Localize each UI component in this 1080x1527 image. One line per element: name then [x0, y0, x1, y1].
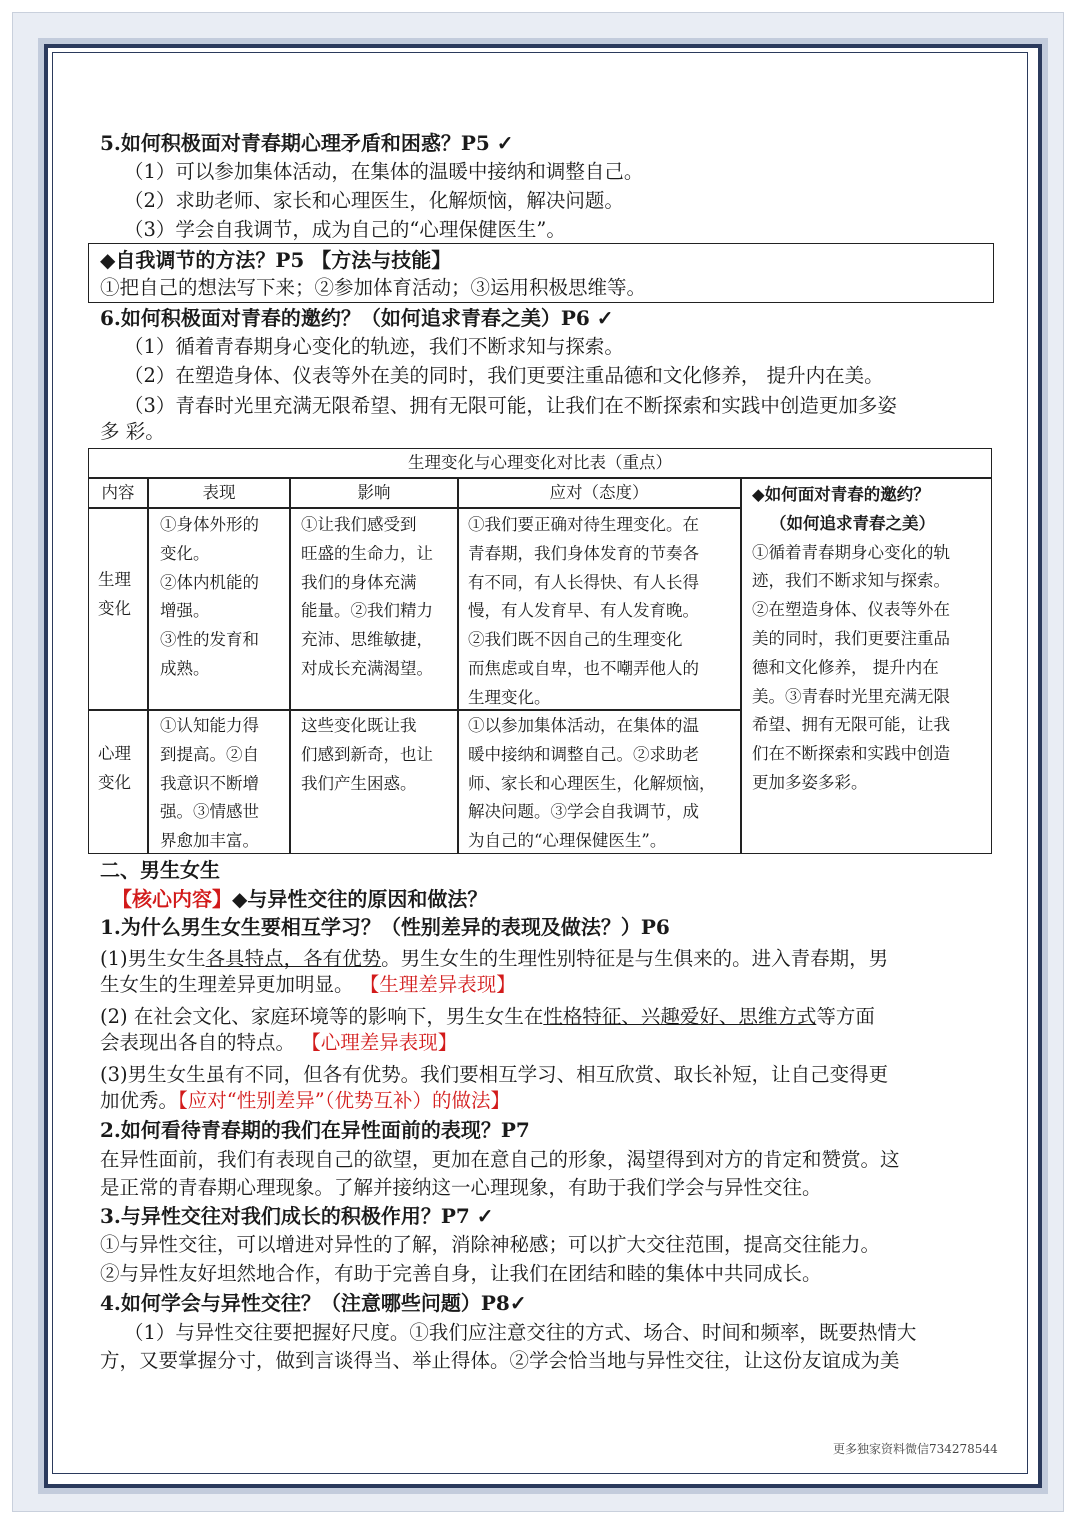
- q2-line1: 在异性面前，我们有表现自己的欲望，更加在意自己的形象，渴望得到对方的肯定和赞赏。这: [100, 1148, 900, 1171]
- q2-line2: 是正常的青春期心理现象。了解并接纳这一心理现象，有助于我们学会与异性交往。: [100, 1176, 822, 1199]
- table-header-impact: 影响: [357, 483, 391, 502]
- table-rule: [289, 477, 291, 854]
- method-box-text: ①把自己的想法写下来；②参加体育活动；③运用积极思维等。: [100, 276, 647, 299]
- side-note-line: 迹，我们不断求知与探索。: [752, 571, 950, 591]
- q1-p3b-text: 加优秀。: [100, 1089, 179, 1112]
- cell-line: ①认知能力得: [160, 716, 259, 735]
- section6-item-3: （3）青春时光里充满无限希望、拥有无限可能，让我们在不断探索和实践中创造更加多姿: [124, 394, 897, 417]
- table-header-performance: 表现: [202, 483, 236, 502]
- core-content-line: [112, 886, 487, 913]
- side-note-line: ①循着青春期身心变化的轨: [752, 542, 950, 562]
- cell-line: 旺盛的生命力，让: [301, 543, 433, 563]
- q1-title: 1.为什么男生女生要相互学习？（性别差异的表现及做法？）P6: [100, 915, 670, 939]
- q1-p2-line2: [100, 1030, 457, 1056]
- q1-p2-underline: 性格特征、兴趣爱好、思维方式: [543, 1005, 817, 1028]
- cell-line: ①让我们感受到: [301, 515, 417, 534]
- footer-note: 更多独家资料微信734278544: [833, 1442, 998, 1456]
- cell-line: 有不同，有人长得快、有人长得: [468, 572, 699, 592]
- side-note-line: ②在塑造身体、仪表等外在: [752, 600, 950, 620]
- q1-p1-underline: 各具特点，各有优势: [205, 947, 382, 970]
- table-title: 生理变化与心理变化对比表（重点）: [408, 453, 672, 472]
- row-label-psychological: [98, 740, 146, 798]
- row-label-line: 变化: [98, 772, 131, 792]
- table-rule: [740, 477, 742, 854]
- row-label-physical: [98, 566, 146, 624]
- side-note-line: 们在不断探索和实践中创造: [752, 744, 950, 764]
- side-note-line: 更加多姿多彩。: [752, 772, 868, 792]
- section5-item-1: （1）可以参加集体活动，在集体的温暖中接纳和调整自己。: [124, 160, 644, 183]
- row1-performance: [160, 511, 288, 684]
- q1-p2-text: (2) 在社会文化、家庭环境等的影响下，男生女生在: [100, 1005, 544, 1028]
- cell-line: ③性的发育和: [160, 630, 259, 650]
- section6-item-2: （2）在塑造身体、仪表等外在美的同时，我们更要注重品德和文化修养， 提升内在美。: [124, 364, 884, 387]
- cell-line: ①我们要正确对待生理变化。在: [468, 515, 699, 534]
- table-header-response: 应对（态度）: [549, 483, 649, 502]
- cell-line: 强。③情感世: [160, 802, 259, 822]
- table-rule: [457, 477, 459, 854]
- q4-title: 4.如何学会与异性交往？（注意哪些问题）P8✓: [100, 1291, 527, 1315]
- cell-line: 成熟。: [160, 658, 210, 678]
- section6-item-1: （1）循着青春期身心变化的轨迹，我们不断求知与探索。: [124, 335, 624, 358]
- cell-line: 们感到新奇，也让: [301, 744, 433, 764]
- side-note-line: 美。③青春时光里充满无限: [752, 686, 950, 706]
- cell-line: ②我们既不因自己的生理变化: [468, 630, 683, 650]
- row2-impact: [301, 712, 455, 798]
- core-content-tag: 【核心内容】: [112, 887, 232, 911]
- q3-line1: ①与异性交往，可以增进对异性的了解，消除神秘感；可以扩大交往范围，提高交往能力。: [100, 1233, 881, 1256]
- q1-p3-line1: (3)男生女生虽有不同，但各有优势。我们要相互学习、相互欣赏、取长补短，让自己变得更: [100, 1063, 889, 1086]
- q1-p3-line2: [100, 1088, 510, 1114]
- table-rule: [88, 507, 740, 509]
- cell-line: 生理变化。: [468, 687, 551, 707]
- cell-line: 师、家长和心理医生，化解烦恼，: [468, 773, 716, 793]
- cell-line: 我们的身体充满: [301, 572, 417, 592]
- row1-response: [468, 511, 738, 713]
- table-header-content: 内容: [101, 483, 135, 502]
- cell-line: 青春期，我们身体发育的节奏各: [468, 543, 699, 563]
- q1-p2-line1: [100, 1004, 875, 1030]
- cell-line: 我意识不断增: [160, 773, 259, 793]
- q1-p1-text-cont: 。男生女生的生理性别特征是与生俱来的。进入青春期，男: [381, 947, 889, 970]
- cell-line: 慢，有人发育早、有人发育晚。: [468, 601, 699, 621]
- table-side-note: [752, 481, 990, 798]
- cell-line: ②体内机能的: [160, 572, 259, 592]
- q3-title: 3.与异性交往对我们成长的积极作用？P7 ✓: [100, 1204, 494, 1228]
- q4-line2: 方，又要掌握分寸，做到言谈得当、举止得体。②学会恰当地与异性交往，让这份友谊成为美: [100, 1349, 900, 1372]
- q1-p3b-tag: 【应对“性别差异”（优势互补）的做法】: [178, 1089, 510, 1112]
- part2-title: 二、男生女生: [100, 858, 220, 882]
- cell-line: 能量。②我们精力: [301, 601, 433, 621]
- q1-p2b-text: 会表现出各自的特点。: [100, 1031, 296, 1054]
- q1-p1b-text: 生女生的生理差异更加明显。: [100, 973, 354, 996]
- cell-line: 解决问题。③学会自我调节，成: [468, 802, 699, 822]
- side-note-line: （如何追求青春之美）: [770, 513, 935, 533]
- section5-item-2: （2）求助老师、家长和心理医生，化解烦恼，解决问题。: [124, 189, 624, 212]
- section5-item-3: （3）学会自我调节，成为自己的“心理保健医生”。: [124, 218, 566, 241]
- core-content-text: ◆与异性交往的原因和做法？: [232, 887, 488, 911]
- q1-p2-text-cont: 等方面: [816, 1005, 875, 1028]
- cell-line: 我们产生困惑。: [301, 773, 417, 793]
- cell-line: 这些变化既让我: [301, 716, 417, 735]
- cell-line: 变化。: [160, 543, 210, 563]
- side-note-line: 美的同时，我们更要注重品: [752, 628, 950, 648]
- cell-line: 到提高。②自: [160, 744, 259, 764]
- row1-impact: [301, 511, 455, 684]
- row2-performance: [160, 712, 288, 856]
- side-note-line: 德和文化修养， 提升内在: [752, 657, 939, 677]
- row-label-line: 生理: [98, 570, 131, 589]
- cell-line: 暖中接纳和调整自己。②求助老: [468, 744, 699, 764]
- q1-p1b-tag: 【生理差异表现】: [359, 973, 516, 996]
- q3-line2: ②与异性友好坦然地合作，有助于完善自身，让我们在团结和睦的集体中共同成长。: [100, 1262, 822, 1285]
- q1-p1-text: (1)男生女生: [100, 947, 206, 970]
- row2-response: [468, 712, 738, 856]
- row-label-line: 变化: [98, 598, 131, 618]
- cell-line: 而焦虑或自卑，也不嘲弄他人的: [468, 658, 699, 678]
- cell-line: 对成长充满渴望。: [301, 658, 433, 678]
- q2-title: 2.如何看待青春期的我们在异性面前的表现？P7: [100, 1118, 530, 1142]
- side-note-line: ◆如何面对青春的邀约？: [752, 485, 930, 504]
- section6-item-3-cont: 多 彩。: [100, 420, 165, 443]
- q1-p2b-tag: 【心理差异表现】: [301, 1031, 458, 1054]
- section6-title: 6.如何积极面对青春的邀约？（如何追求青春之美）P6 ✓: [100, 306, 614, 330]
- table-rule: [147, 477, 149, 854]
- q4-line1: （1）与异性交往要把握好尺度。①我们应注意交往的方式、场合、时间和频率，既要热情大: [124, 1321, 917, 1344]
- side-note-line: 希望、拥有无限可能，让我: [752, 715, 950, 735]
- q1-p1-line1: [100, 946, 888, 972]
- cell-line: ①以参加集体活动，在集体的温: [468, 716, 699, 735]
- method-box-title: ◆自我调节的方法？P5 【方法与技能】: [100, 248, 452, 272]
- cell-line: 为自己的“心理保健医生”。: [468, 831, 667, 851]
- cell-line: 充沛、思维敏捷，: [301, 630, 433, 650]
- section5-title: 5.如何积极面对青春期心理矛盾和困惑？P5 ✓: [100, 131, 514, 155]
- q1-p1-line2: [100, 972, 516, 998]
- cell-line: ①身体外形的: [160, 515, 259, 534]
- cell-line: 界愈加丰富。: [160, 831, 259, 851]
- row-label-line: 心理: [98, 744, 131, 763]
- cell-line: 增强。: [160, 601, 210, 621]
